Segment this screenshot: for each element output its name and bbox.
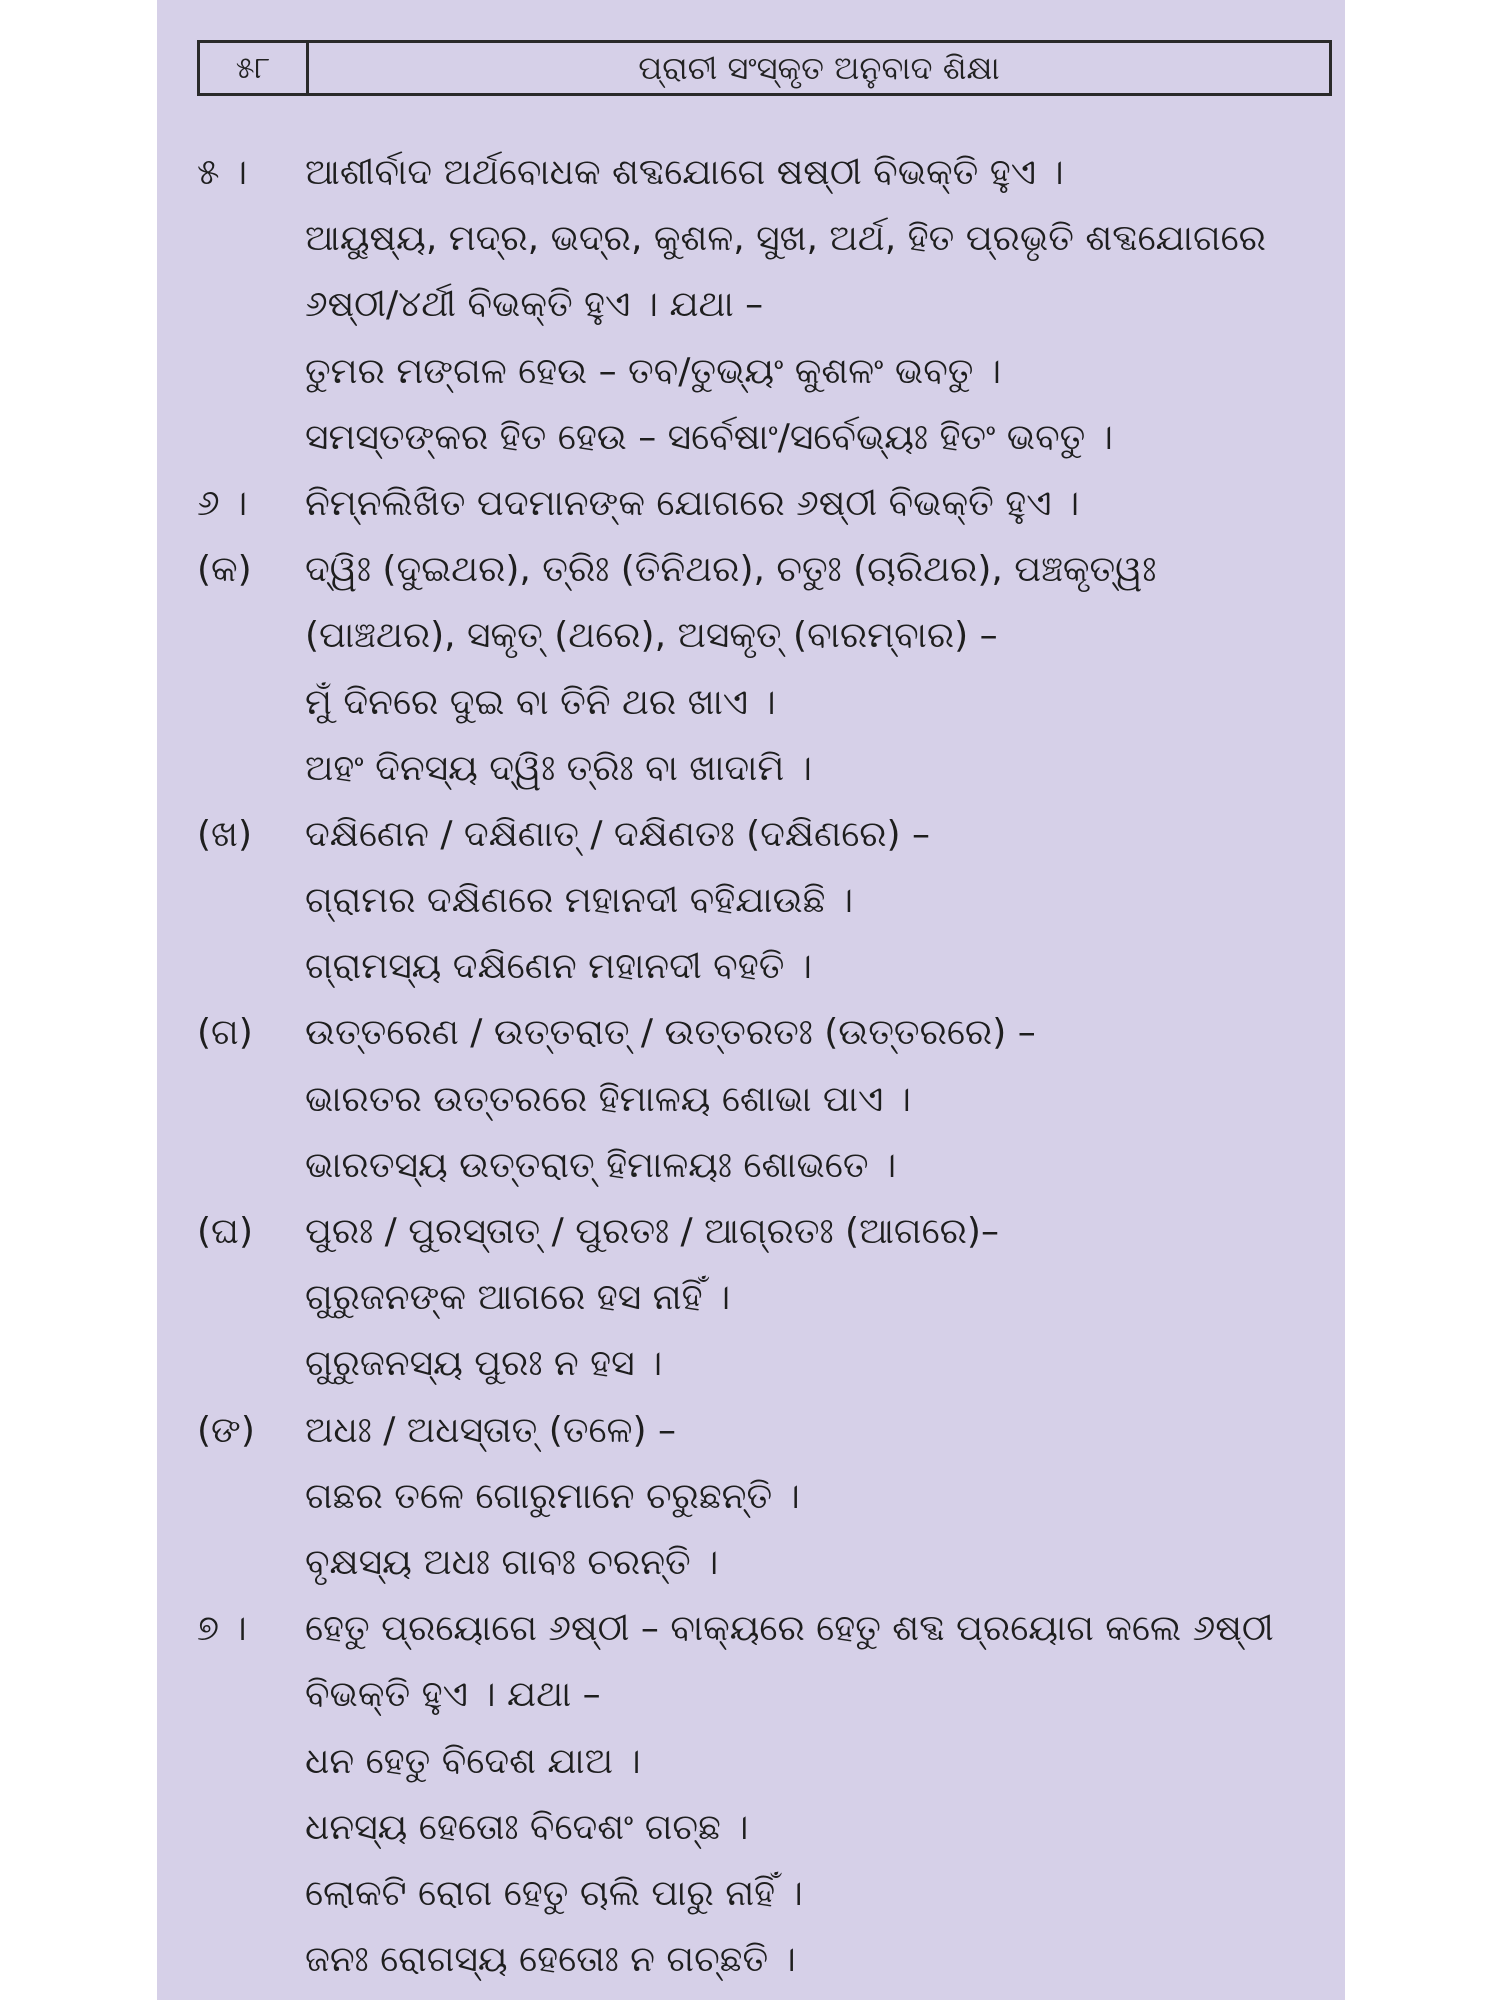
text-line bbox=[157, 868, 1345, 934]
line-text: ଗଛର ତଳେ ଗୋରୁମାନେ ଚରୁଛନ୍ତି । bbox=[305, 1475, 800, 1517]
text-line bbox=[157, 670, 1345, 736]
text-line bbox=[157, 339, 1345, 405]
line-text: ବିଭକ୍ତି ହୁଏ । ଯଥା – bbox=[305, 1674, 601, 1716]
line-text: ଧନସ୍ୟ ହେତୋଃ ବିଦେଶଂ ଗଚ୍ଛ । bbox=[305, 1806, 749, 1848]
line-text: ହେତୁ ପ୍ରୟୋଗେ ୬ଷ୍ଠୀ – ବାକ୍ୟରେ ହେତୁ ଶବ୍ଦ ପ୍ରୟୋଗ କଲେ ୬ଷ୍ଠୀ bbox=[305, 1608, 1274, 1650]
line-text: ପୁରଃ / ପୁରସ୍ତାତ୍ / ପୁରତଃ / ଆଗ୍ରତଃ (ଆଗରେ)– bbox=[305, 1211, 999, 1252]
line-text: ଧନ ହେତୁ ବିଦେଶ ଯାଅ । bbox=[305, 1740, 641, 1782]
text-line bbox=[157, 1398, 1345, 1464]
line-text: ଉତ୍ତରେଣ / ଉତ୍ତରାତ୍ / ଉତ୍ତରତଃ (ଉତ୍ତରରେ) – bbox=[305, 1012, 1036, 1054]
text-line bbox=[157, 736, 1345, 802]
item-marker: (ଗ) bbox=[197, 1012, 253, 1054]
item-marker: (ଘ) bbox=[197, 1211, 253, 1252]
text-line bbox=[157, 1662, 1345, 1728]
text-line bbox=[157, 1927, 1345, 1993]
text-line bbox=[157, 1067, 1345, 1133]
text-line bbox=[157, 272, 1345, 338]
line-text: ଅହଂ ଦିନସ୍ୟ ଦ୍ୱିଃ ତ୍ରିଃ ବା ଖାଦାମି । bbox=[305, 747, 812, 789]
line-text: ଭାରତର ଉତ୍ତରରେ ହିମାଳୟ ଶୋଭା ପାଏ । bbox=[305, 1078, 911, 1120]
line-text: ଗୁରୁଜନସ୍ୟ ପୁରଃ ନ ହସ । bbox=[305, 1343, 663, 1385]
text-line bbox=[157, 1133, 1345, 1199]
text-line bbox=[157, 1331, 1345, 1397]
item-marker: ୭ । bbox=[197, 1608, 247, 1650]
text-line bbox=[157, 1861, 1345, 1927]
line-text: ଜନଃ ରୋଗସ୍ୟ ହେତୋଃ ନ ଗଚ୍ଛତି । bbox=[305, 1939, 796, 1981]
text-line bbox=[157, 1530, 1345, 1596]
text-line bbox=[157, 1265, 1345, 1331]
text-line bbox=[157, 537, 1345, 603]
line-text: ଦ୍ୱିଃ (ଦୁଇଥର), ତ୍ରିଃ (ତିନିଥର), ଚତୁଃ (ଚାରିଥର), ପଞ୍ଚକୃତ୍ୱଃ bbox=[305, 549, 1157, 591]
text-line bbox=[157, 206, 1345, 272]
item-marker: (ଙ) bbox=[197, 1409, 255, 1451]
line-text: ବୃକ୍ଷସ୍ୟ ଅଧଃ ଗାବଃ ଚରନ୍ତି । bbox=[305, 1541, 719, 1583]
line-text: ଗ୍ରାମର ଦକ୍ଷିଣରେ ମହାନଦୀ ବହିଯାଉଛି । bbox=[305, 880, 854, 922]
text-line bbox=[157, 934, 1345, 1000]
page-number: ୫୮ bbox=[200, 43, 309, 93]
line-text: ୬ଷ୍ଠୀ/୪ର୍ଥୀ ବିଭକ୍ତି ହୁଏ । ଯଥା – bbox=[305, 284, 764, 326]
item-marker: ୬ । bbox=[197, 482, 248, 524]
line-text: ଅଧଃ / ଅଧସ୍ତାତ୍ (ତଳେ) – bbox=[305, 1409, 677, 1451]
text-line bbox=[157, 1596, 1345, 1662]
line-text: ଗ୍ରାମସ୍ୟ ଦକ୍ଷିଣେନ ମହାନଦୀ ବହତି । bbox=[305, 946, 813, 988]
item-marker: (କ) bbox=[197, 549, 252, 591]
line-text: ଭାରତସ୍ୟ ଉତ୍ତରାତ୍ ହିମାଳୟଃ ଶୋଭତେ । bbox=[305, 1144, 897, 1186]
text-line bbox=[157, 802, 1345, 868]
text-line bbox=[157, 405, 1345, 471]
text-line bbox=[157, 1000, 1345, 1066]
text-line bbox=[157, 140, 1345, 206]
line-text: ଆୟୁଷ୍ୟ, ମଦ୍ର, ଭଦ୍ର, କୁଶଳ, ସୁଖ, ଅର୍ଥ, ହିତ ପ୍ରଭୃତି ଶବ୍ଦଯୋଗରେ bbox=[305, 218, 1266, 260]
text-line bbox=[157, 1464, 1345, 1530]
line-text: (ପାଞ୍ଚଥର), ସକୃତ୍ (ଥରେ), ଅସକୃତ୍ (ବାରମ୍ବାର) – bbox=[305, 615, 998, 657]
page-title: ପ୍ରାଚୀ ସଂସ୍କୃତ ଅନୁବାଦ ଶିକ୍ଷା bbox=[638, 48, 1000, 87]
line-text: ସମସ୍ତଙ୍କର ହିତ ହେଉ – ସର୍ବେଷାଂ/ସର୍ବେଭ୍ୟଃ ହିତଂ ଭବତୁ । bbox=[305, 416, 1113, 458]
text-line bbox=[157, 1729, 1345, 1795]
line-text: ମୁଁ ଦିନରେ ଦୁଇ ବା ତିନି ଥର ଖାଏ । bbox=[305, 681, 776, 723]
line-text: ଆଶୀର୍ବାଦ ଅର୍ଥବୋଧକ ଶବ୍ଦଯୋଗେ ଷଷ୍ଠୀ ବିଭକ୍ତି ହୁଏ । bbox=[305, 152, 1064, 193]
item-marker: (ଖ) bbox=[197, 813, 253, 855]
line-text: ଦକ୍ଷିଣେନ / ଦକ୍ଷିଣାତ୍ / ଦକ୍ଷିଣତଃ (ଦକ୍ଷିଣରେ) – bbox=[305, 813, 931, 855]
book-page bbox=[157, 0, 1345, 2000]
line-text: ନିମ୍ନଲିଖିତ ପଦମାନଙ୍କ ଯୋଗରେ ୬ଷ୍ଠୀ ବିଭକ୍ତି ହୁଏ । bbox=[305, 482, 1080, 524]
text-line bbox=[157, 603, 1345, 669]
item-marker: ୫ । bbox=[197, 152, 248, 193]
page-header bbox=[197, 40, 1332, 96]
line-text: ତୁମର ମଙ୍ଗଳ ହେଉ – ତବ/ତୁଭ୍ୟଂ କୁଶଳଂ ଭବତୁ । bbox=[305, 350, 1002, 392]
text-line bbox=[157, 1199, 1345, 1265]
page-body bbox=[157, 140, 1345, 1993]
text-line bbox=[157, 1795, 1345, 1861]
text-line bbox=[157, 471, 1345, 537]
line-text: ଗୁରୁଜନଙ୍କ ଆଗରେ ହସ ନାହିଁ । bbox=[305, 1277, 731, 1319]
line-text: ଲୋକଟି ରୋଗ ହେତୁ ଚାଲି ପାରୁ ନାହିଁ । bbox=[305, 1872, 803, 1914]
